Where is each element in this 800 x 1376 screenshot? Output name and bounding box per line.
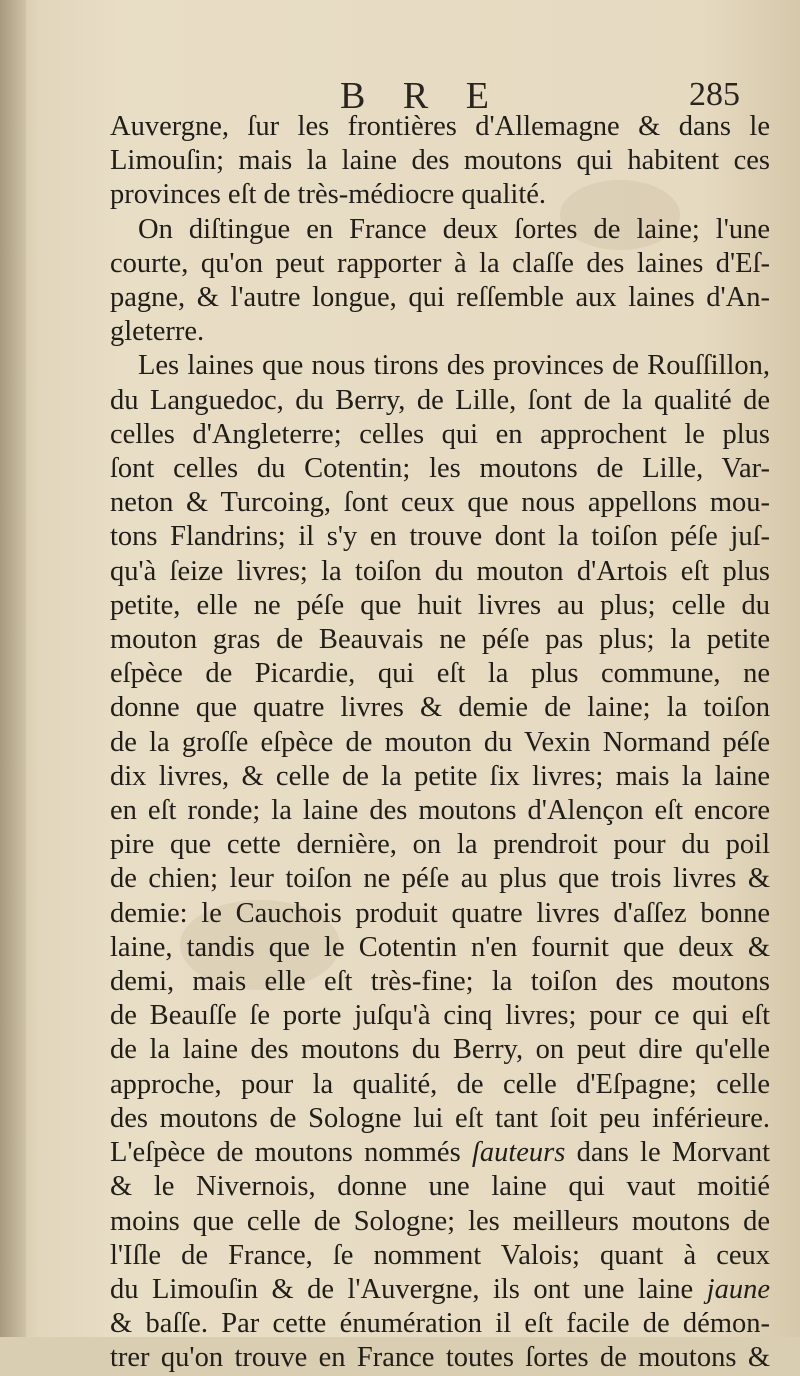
- text-run: dans le Morvant: [565, 1137, 770, 1169]
- italic-word: jaune: [706, 1273, 770, 1305]
- text-line: moins que celle de Sologne; les meilleurs moutons de: [110, 1205, 770, 1237]
- text-line: demie: le Cauchois produit quatre livres d'aſſez bonne: [110, 897, 770, 929]
- text-run: L'eſpèce de moutons nommés: [110, 1137, 472, 1169]
- text-line: trer qu'on trouve en France toutes ſortes de moutons &: [110, 1342, 770, 1374]
- text-line: qu'à ſeize livres; la toiſon du mouton d'Artois eſt plus: [110, 555, 770, 587]
- italic-word: ſauteurs: [471, 1137, 566, 1169]
- text-line: petite, elle ne péſe que huit livres au plus; celle du: [110, 589, 770, 621]
- text-run: du Limouſin & de l'Auvergne, ils ont une laine: [110, 1273, 707, 1305]
- text-line: courte, qu'on peut rapporter à la claſſe des laines d'Eſ-: [110, 247, 770, 279]
- text-line: du Languedoc, du Berry, de Lille, ſont de la qualité de: [110, 384, 770, 416]
- text-line: gleterre.: [110, 316, 205, 348]
- text-line: tons Flandrins; il s'y en trouve dont la toiſon péſe juſ-: [110, 521, 770, 553]
- running-title: B R E: [340, 75, 503, 117]
- text-line: en eſt ronde; la laine des moutons d'Alençon eſt encore: [110, 795, 770, 827]
- text-line: & baſſe. Par cette énumération il eſt facile de démon-: [110, 1308, 770, 1340]
- text-line: dix livres, & celle de la petite ſix livres; mais la laine: [110, 760, 770, 792]
- text-line: eſpèce de Picardie, qui eſt la plus commune, ne: [110, 658, 770, 690]
- text-line: de Beauſſe ſe porte juſqu'à cinq livres; pour ce qui eſt: [110, 1000, 770, 1032]
- text-line: de la laine des moutons du Berry, on peut dire qu'elle: [110, 1034, 770, 1066]
- text-line: approche, pour la qualité, de celle d'Eſpagne; celle: [110, 1068, 770, 1100]
- text-line: pire que cette dernière, on la prendroit pour du poil: [110, 829, 770, 861]
- text-line: mouton gras de Beauvais ne péſe pas plus; la petite: [110, 624, 770, 656]
- text-line: [110, 1136, 770, 1170]
- text-line: des moutons de Sologne lui eſt tant ſoit peu inférieure.: [110, 1102, 770, 1134]
- text-line: l'Iſle de France, ſe nomment Valois; quant à ceux: [110, 1239, 770, 1271]
- text-line: laine, tandis que le Cotentin n'en fournit que deux &: [110, 931, 770, 963]
- text-line: de la groſſe eſpèce de mouton du Vexin Normand péſe: [110, 726, 770, 758]
- page-number: 285: [689, 76, 740, 113]
- text-line: neton & Turcoing, ſont ceux que nous appellons mou-: [110, 487, 770, 519]
- body-text: [110, 110, 770, 1376]
- text-line: demi, mais elle eſt très-fine; la toiſon des moutons: [110, 966, 770, 998]
- text-line: Les laines que nous tirons des provinces de Rouſſillon,: [138, 350, 770, 382]
- text-line: [110, 1273, 770, 1307]
- text-line: de chien; leur toiſon ne péſe au plus que trois livres &: [110, 863, 770, 895]
- text-line: & le Nivernois, donne une laine qui vaut moitié: [110, 1171, 770, 1203]
- text-line: pagne, & l'autre longue, qui reſſemble aux laines d'An-: [110, 282, 770, 314]
- page-gutter-shadow: [0, 0, 26, 1337]
- text-line: On diſtingue en France deux ſortes de laine; l'une: [138, 213, 770, 245]
- text-line: ſont celles du Cotentin; les moutons de Lille, Var-: [110, 453, 770, 485]
- text-line: provinces eſt de très-médiocre qualité.: [110, 179, 547, 211]
- text-line: Auvergne, ſur les frontières d'Allemagne & dans le: [110, 111, 770, 142]
- text-line: celles d'Angleterre; celles qui en approchent le plus: [110, 418, 770, 450]
- text-line: Limouſin; mais la laine des moutons qui habitent ces: [110, 145, 770, 177]
- text-line: donne que quatre livres & demie de laine; la toiſon: [110, 692, 770, 724]
